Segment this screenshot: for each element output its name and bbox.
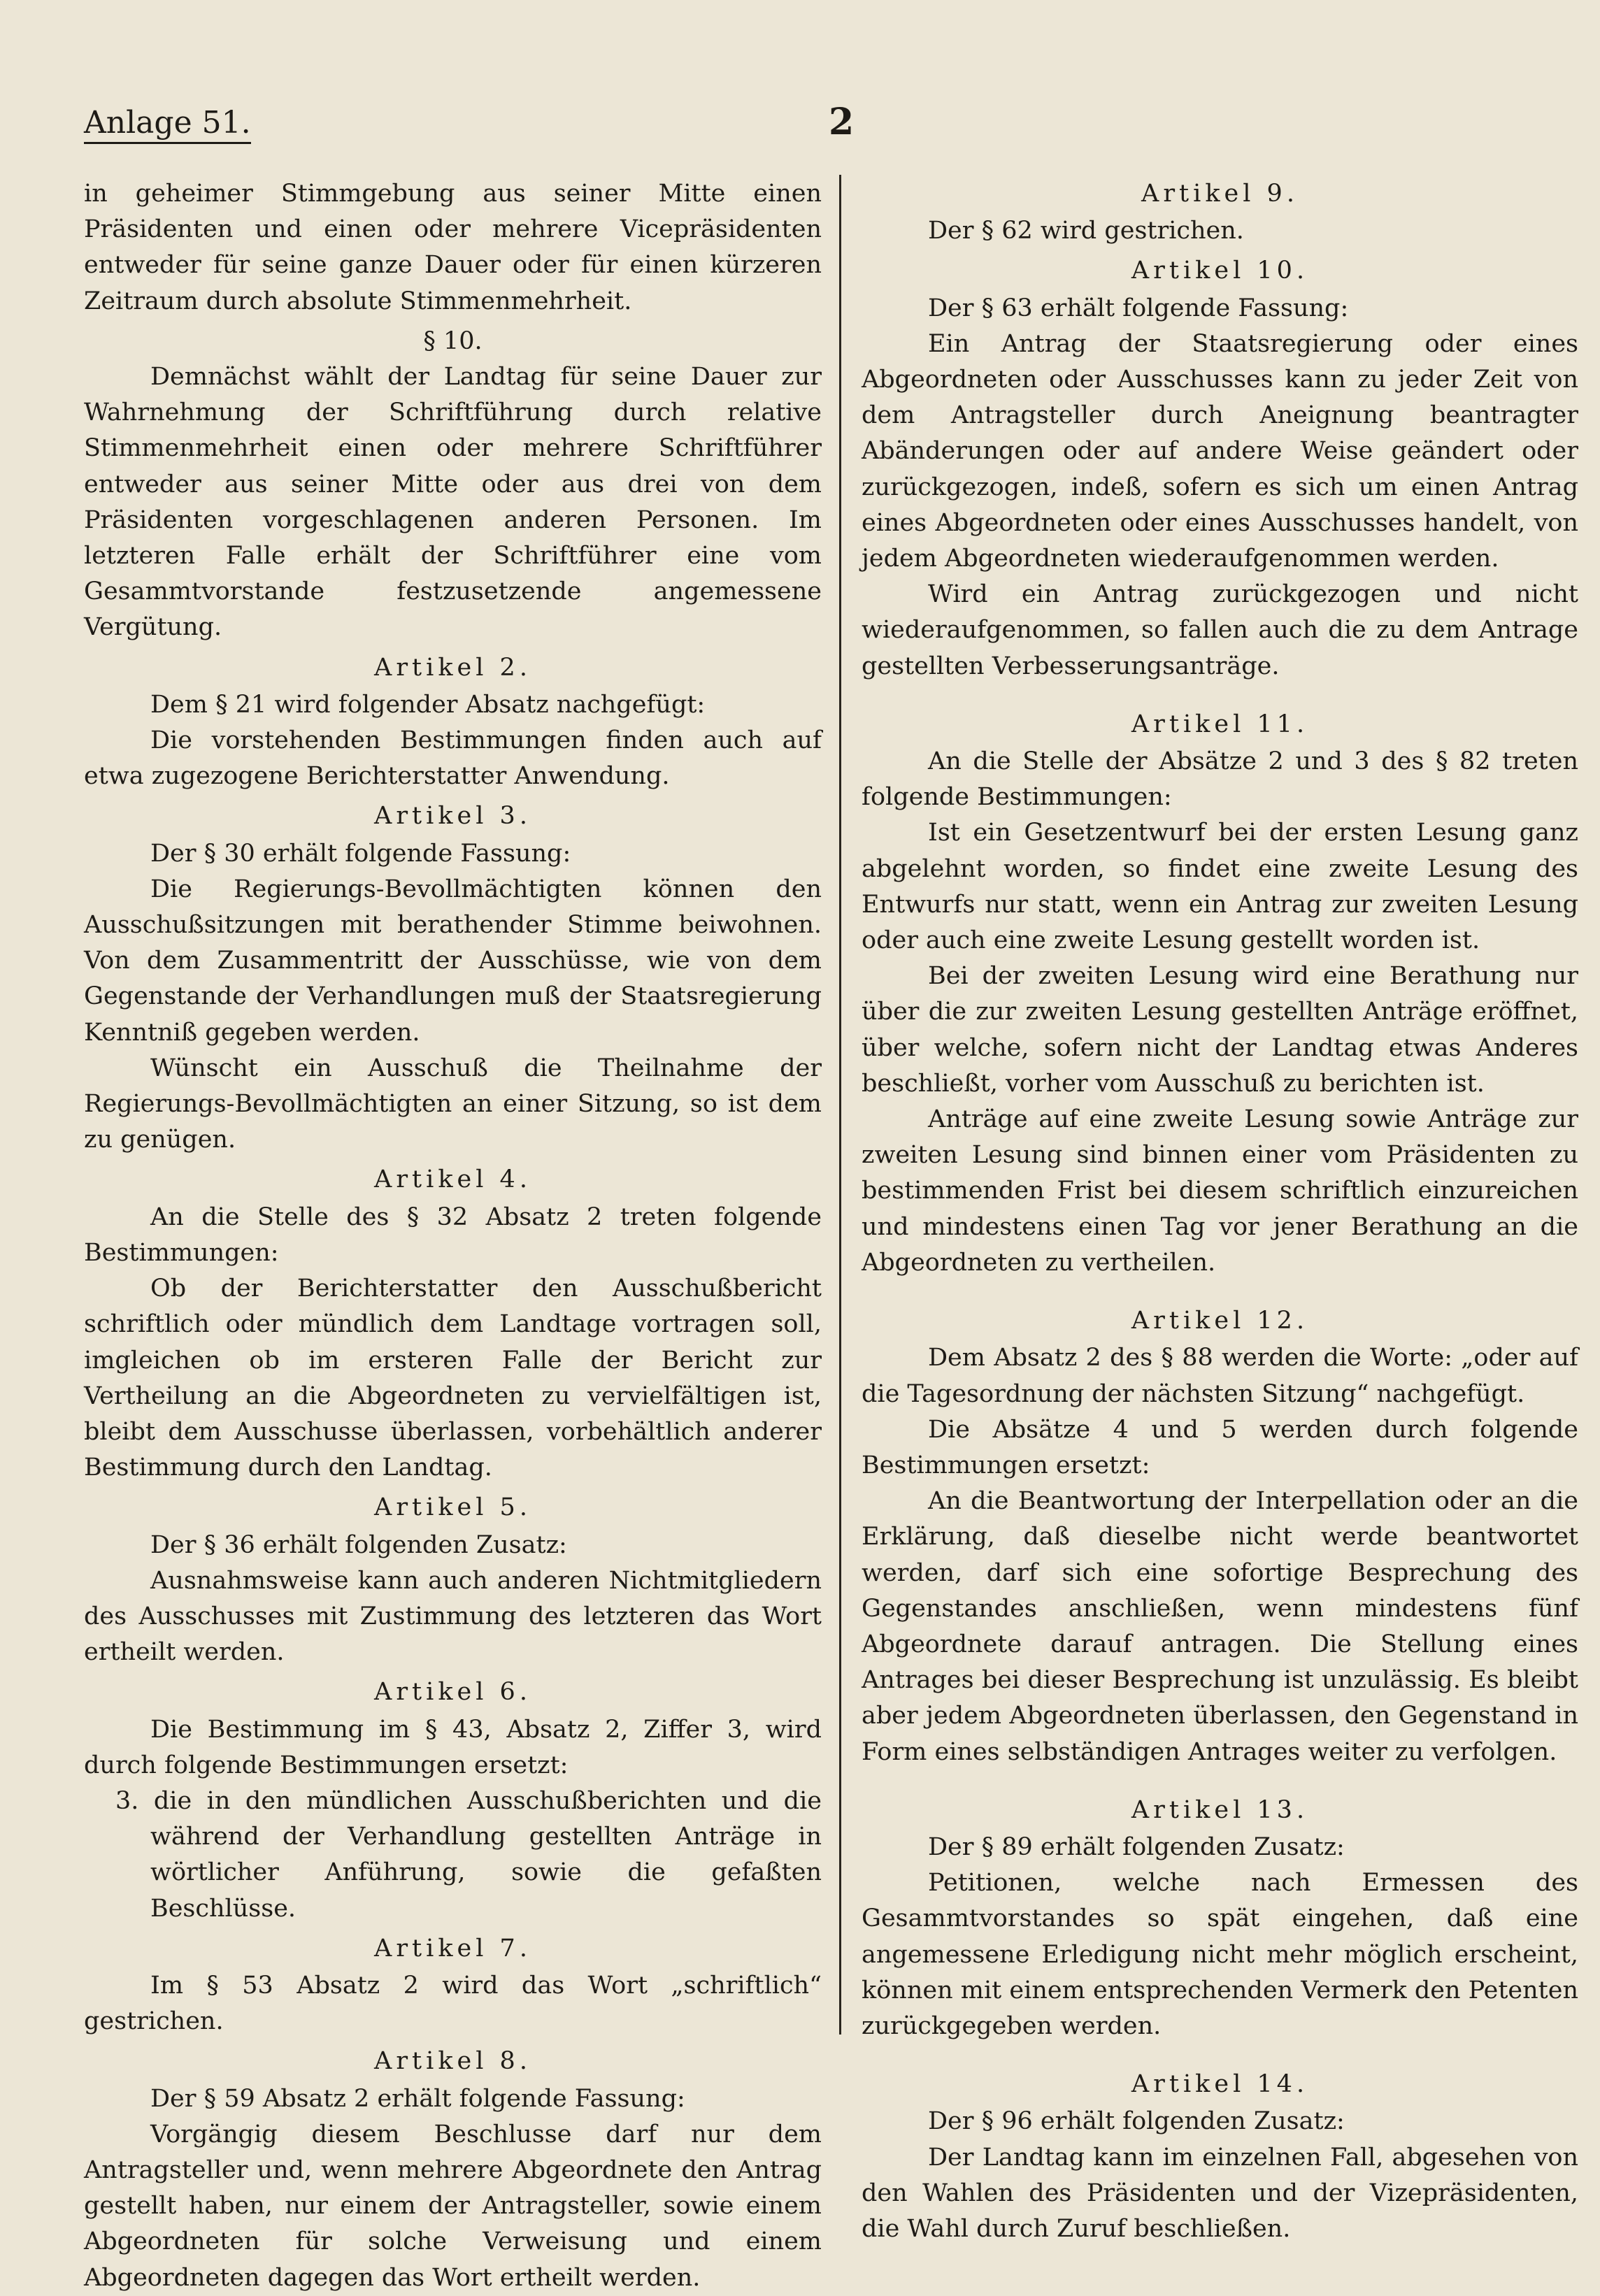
- artikel-11-p4: Anträge auf eine zweite Lesung sowie Anträge zur zweiten Lesung sind binnen einer vom Präsidenten zu bestimmenden Frist bei diesem schriftlich einzureichen und mindestens einen Tag vor jener Berathung an die Abgeordneten zu vertheilen.: [862, 1105, 1578, 1277]
- artikel-14-p2: Der Landtag kann im einzelnen Fall, abgesehen von den Wahlen des Präsidenten und der Vizepräsidenten, die Wahl durch Zuruf beschließen.: [862, 2143, 1578, 2243]
- artikel-3-p1: Der § 30 erhält folgende Fassung:: [150, 839, 571, 868]
- artikel-14-title: Artikel 14.: [1131, 2070, 1309, 2099]
- artikel-4-p1: An die Stelle des § 32 Absatz 2 treten folgende Bestimmungen:: [84, 1203, 822, 1267]
- artikel-11-title: Artikel 11.: [1131, 710, 1309, 738]
- artikel-13-p2: Petitionen, welche nach Ermessen des Gesammtvorstandes so spät eingehen, daß eine angemessene Erledigung nicht mehr möglich erscheint, können mit einem entsprechenden Vermerk den Petenten zurückgegeben werden.: [862, 1869, 1578, 2040]
- artikel-11-p1: An die Stelle der Absätze 2 und 3 des § 82 treten folgende Bestimmungen:: [862, 747, 1578, 812]
- artikel-6-item-3: 3. die in den mündlichen Ausschußberichten und die während der Verhandlung gestellten Anträge in wörtlicher Anführung, sowie die gefaßten Beschlüsse.: [115, 1786, 822, 1923]
- artikel-12-p1: Dem Absatz 2 des § 88 werden die Worte: „oder auf die Tagesordnung der nächsten Sitzung“ nachgefügt.: [862, 1344, 1578, 1408]
- artikel-7-p1: Im § 53 Absatz 2 wird das Wort „schriftlich“ gestrichen.: [84, 1971, 822, 2036]
- artikel-10-p1: Der § 63 erhält folgende Fassung:: [928, 294, 1349, 322]
- artikel-3-title: Artikel 3.: [374, 802, 531, 831]
- artikel-14-p1: Der § 96 erhält folgenden Zusatz:: [928, 2107, 1345, 2136]
- artikel-5-p2: Ausnahmsweise kann auch anderen Nichtmitgliedern des Ausschusses mit Zustimmung des letzteren das Wort ertheilt werden.: [84, 1566, 822, 1667]
- artikel-12-title: Artikel 12.: [1131, 1307, 1309, 1335]
- artikel-5-title: Artikel 5.: [374, 1493, 531, 1522]
- artikel-4-p2: Ob der Berichterstatter den Ausschußbericht schriftlich oder mündlich dem Landtage vortragen soll, imgleichen ob im ersteren Falle der Bericht zur Vertheilung an die Abgeordneten zu vervielfältigen ist, bleibt dem Ausschusse überlassen, vorbehältlich anderer Bestimmung durch den Landtag.: [84, 1275, 822, 1482]
- artikel-9-p1: Der § 62 wird gestrichen.: [928, 217, 1244, 245]
- artikel-5-p1: Der § 36 erhält folgenden Zusatz:: [150, 1530, 567, 1559]
- artikel-2-title: Artikel 2.: [374, 653, 531, 682]
- intro-paragraph: in geheimer Stimmgebung aus seiner Mitte einen Präsidenten und einen oder mehrere Vicepräsidenten entweder für seine ganze Dauer oder für einen kürzeren Zeitraum durch absolute Stimmenmehrheit.: [84, 180, 822, 315]
- artikel-11-p2: Ist ein Gesetzentwurf bei der ersten Lesung ganz abgelehnt worden, so findet eine zweite Lesung des Entwurfs nur statt, wenn ein Antrag zur zweiten Lesung oder auch eine zweite Lesung gestellt worden ist.: [862, 819, 1578, 955]
- anlage-label: Anlage 51.: [84, 105, 251, 144]
- artikel-2-p1: Dem § 21 wird folgender Absatz nachgefügt:: [150, 690, 706, 719]
- artikel-3-p3: Wünscht ein Ausschuß die Theilnahme der Regierungs-Bevollmächtigten an einer Sitzung, so ist dem zu genügen.: [84, 1054, 822, 1154]
- right-column: [862, 176, 1578, 2247]
- artikel-2-p2: Die vorstehenden Bestimmungen finden auch auf etwa zugezogene Berichterstatter Anwendung.: [84, 726, 822, 791]
- page-header: [84, 101, 1538, 154]
- artikel-8-p1: Der § 59 Absatz 2 erhält folgende Fassung:: [150, 2084, 685, 2113]
- artikel-10-p3: Wird ein Antrag zurückgezogen und nicht wiederaufgenommen, so fallen auch die zu dem Antrage gestellten Verbesserungsanträge.: [862, 580, 1578, 680]
- section-10-text: Demnächst wählt der Landtag für seine Dauer zur Wahrnehmung der Schriftführung durch relative Stimmenmehrheit einen oder mehrere Schriftführer entweder aus seiner Mitte oder aus drei von dem Präsidenten vorgeschlagenen anderen Personen. Im letzteren Falle erhält der Schriftführer eine vom Gesammtvorstande festzusetzende angemessene Vergütung.: [84, 363, 822, 642]
- artikel-13-p1: Der § 89 erhält folgenden Zusatz:: [928, 1832, 1345, 1861]
- artikel-13-title: Artikel 13.: [1131, 1795, 1309, 1824]
- artikel-12-p3: An die Beantwortung der Interpellation oder an die Erklärung, daß dieselbe nicht werde beantwortet werden, darf sich eine sofortige Besprechung des Gegenstandes anschließen, wenn mindestens fünf Abgeordnete darauf antragen. Die Stellung eines Antrages bei dieser Besprechung ist unzulässig. Es bleibt aber jedem Abgeordneten überlassen, den Gegenstand in Form eines selbständigen Antrages weiter zu verfolgen.: [862, 1487, 1578, 1766]
- artikel-10-title: Artikel 10.: [1131, 257, 1309, 285]
- artikel-3-p2: Die Regierungs-Bevollmächtigten können den Ausschußsitzungen mit berathender Stimme beiwohnen. Von dem Zusammentritt der Ausschüsse, wie von dem Gegenstande der Verhandlungen muß der Staatsregierung Kenntniß gegeben werden.: [84, 875, 822, 1047]
- artikel-9-title: Artikel 9.: [1141, 180, 1299, 208]
- artikel-11-p3: Bei der zweiten Lesung wird eine Berathung nur über die zur zweiten Lesung gestellten Anträge eröffnet, über welche, sofern nicht der Landtag etwas Anderes beschließt, vorher vom Ausschuß zu berichten ist.: [862, 962, 1578, 1098]
- artikel-8-p2: Vorgängig diesem Beschlusse darf nur dem Antragsteller und, wenn mehrere Abgeordnete den Antrag gestellt haben, nur einem der Antragsteller, sowie einem Abgeordneten für solche Verweisung und einem Abgeordneten dagegen das Wort ertheilt werden.: [84, 2120, 822, 2292]
- page-number: 2: [829, 101, 855, 143]
- artikel-6-title: Artikel 6.: [374, 1678, 531, 1707]
- artikel-7-title: Artikel 7.: [374, 1934, 531, 1963]
- artikel-4-title: Artikel 4.: [374, 1165, 531, 1194]
- left-column: [84, 176, 822, 2296]
- artikel-10-p2: Ein Antrag der Staatsregierung oder eines Abgeordneten oder Ausschusses kann zu jeder Zeit von dem Antragsteller durch Aneignung beantragter Abänderungen oder auf andere Weise geändert oder zurückgezogen, indeß, sofern es sich um einen Antrag eines Abgeordneten oder eines Ausschusses handelt, von jedem Abgeordneten wiederaufgenommen werden.: [862, 329, 1578, 573]
- artikel-6-p1: Die Bestimmung im § 43, Absatz 2, Ziffer 3, wird durch folgende Bestimmungen ersetzt:: [84, 1715, 822, 1779]
- column-divider: [839, 175, 841, 2035]
- artikel-12-p2: Die Absätze 4 und 5 werden durch folgende Bestimmungen ersetzt:: [862, 1415, 1578, 1479]
- artikel-8-title: Artikel 8.: [374, 2047, 531, 2076]
- section-10-title: § 10.: [423, 327, 483, 355]
